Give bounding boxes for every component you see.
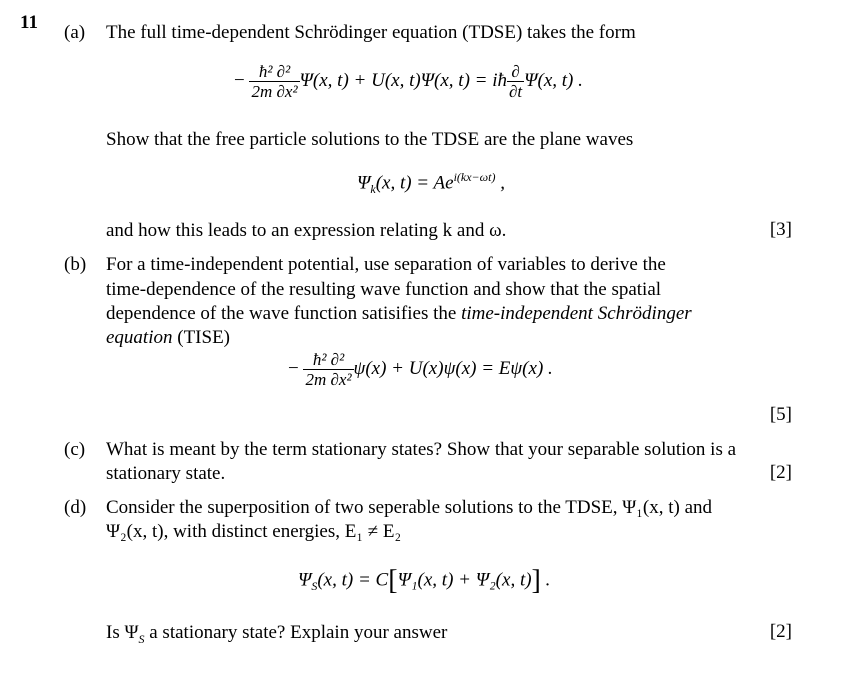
hbar-fraction: $\frac{\text{ħ² ∂²}}{\text{2m ∂x²}}$ (251, 62, 298, 101)
tdse-equation: − $\frac{\text{ħ² ∂²}}{\text{2m ∂x²}}$ Ψ(x, t) + U(x, t)Ψ(x, t) = iħ $\frac{\partial}{\partial t}$ Ψ(x, t) . (234, 62, 583, 101)
part-b-label: (b) (64, 254, 87, 275)
part-d-label: (d) (64, 497, 87, 518)
part-d-marks: [2] (769, 621, 792, 642)
part-b-line2: time-dependence of the resulting wave function and show that the spatial (106, 279, 662, 300)
part-c-label: (c) (64, 439, 86, 460)
part-d-line1: Consider the superposition of two seperable solutions to the TDSE, Ψ₁(x, t) and (106, 497, 713, 518)
part-d-question: Is $\Psi_S$ a stationary state? Explain your answer (106, 622, 448, 646)
plane-wave-equation: $\Psi_k(x$, $t) = Ae^{i(kx-\omega t)}$ , (357, 170, 505, 197)
part-c-marks: [2] (769, 462, 792, 483)
part-a-show: Show that the free particle solutions to the TDSE are the plane waves (106, 129, 634, 150)
part-c-line1: What is meant by the term stationary states? Show that your separable solution is a (106, 439, 737, 460)
tise-equation: − $\frac{\text{ħ² ∂²}}{\text{2m ∂x²}}$ ψ(x) + U(x)ψ(x) = Eψ(x) . (288, 350, 553, 389)
part-a-relation: and how this leads to an expression relating k and ω. (106, 220, 507, 241)
part-a-intro: The full time-dependent Schrödinger equation (TDSE) takes the form (106, 22, 636, 43)
tise-hbar-fraction: $\frac{\text{ħ² ∂²}}{\text{2m ∂x²}}$ (305, 350, 352, 389)
part-b-marks: [5] (769, 404, 792, 425)
part-b-line3: dependence of the wave function satisifies the time-independent Schrödinger (106, 303, 692, 324)
part-b-line4: equation (TISE) (106, 327, 231, 348)
part-b-line1: For a time-independent potential, use separation of variables to derive the (106, 254, 666, 275)
superposition-equation: $\Psi_S(x$, t) = C[Ψ₁(x, t) + Ψ₂(x, t)] . (298, 565, 551, 596)
partial-t-fraction: $\frac{\partial}{\partial t}$ (509, 62, 523, 101)
part-a-marks: [3] (769, 219, 792, 240)
question-number: 11 (20, 12, 38, 33)
part-a-label: (a) (64, 22, 86, 43)
part-d-line2: Ψ₂(x, t), with distinct energies, E₁ ≠ E₂ (106, 521, 402, 542)
part-c-line2: stationary state. (106, 463, 226, 484)
